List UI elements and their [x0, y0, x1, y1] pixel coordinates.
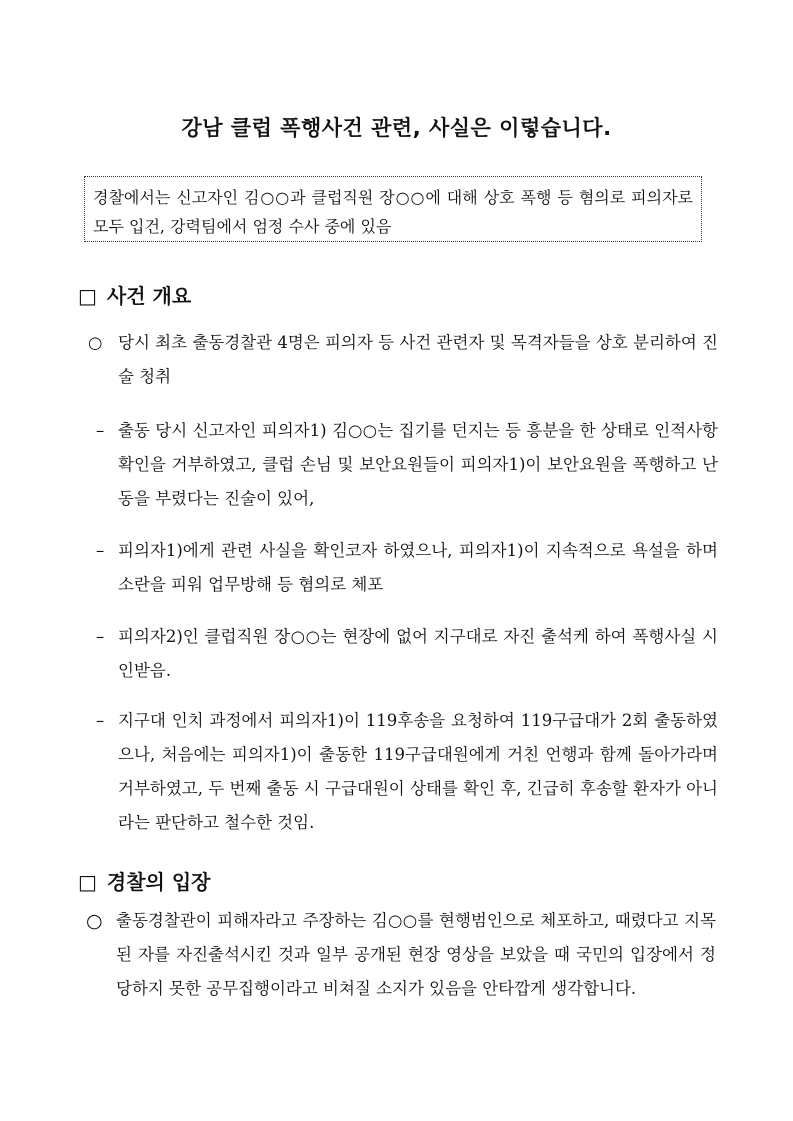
item-text: 출동경찰관이 피해자라고 주장하는 김○○를 현행범인으로 체포하고, 때렸다고 지목된 자를 자진출석시킨 것과 일부 공개된 현장 영상을 보았을 때 국민의 입장에서 정당하지 못한 공무집행이라고 비쳐질 소지가 있음을 안타깝게 생각합니다.	[116, 911, 716, 998]
dash-bullet-icon: –	[96, 627, 105, 646]
list-item	[86, 904, 716, 1006]
checkbox-square-icon: □	[78, 870, 97, 894]
list-item	[88, 414, 718, 516]
dash-bullet-icon: –	[96, 541, 105, 560]
summary-box: 경찰에서는 신고자인 김○○과 클럽직원 장○○에 대해 상호 폭행 등 혐의로 피의자로 모두 입건, 강력팀에서 엄정 수사 중에 있음	[84, 176, 702, 242]
document-title: 강남 클럽 폭행사건 관련, 사실은 이렇습니다.	[181, 116, 612, 140]
section-heading-overview	[78, 280, 191, 309]
circle-bullet-icon: ○	[88, 333, 103, 352]
item-text: 출동 당시 신고자인 피의자1) 김○○는 집기를 던지는 등 흥분을 한 상태로 인적사항 확인을 거부하였고, 클럽 손님 및 보안요원들이 피의자1)이 보안요원을 폭행하고 난동을 부렸다는 진술이 있어,	[118, 421, 718, 508]
item-text: 당시 최초 출동경찰관 4명은 피의자 등 사건 관련자 및 목격자들을 상호 분리하여 진술 청취	[118, 333, 718, 386]
section-heading-police-position	[78, 866, 210, 895]
section-title: 사건 개요	[106, 284, 192, 308]
checkbox-square-icon: □	[78, 284, 97, 308]
list-item	[88, 534, 718, 602]
dash-bullet-icon: –	[96, 421, 105, 440]
section-title: 경찰의 입장	[106, 870, 211, 894]
dash-bullet-icon: –	[96, 711, 105, 730]
list-item	[88, 326, 718, 394]
list-item	[88, 620, 718, 688]
item-text: 피의자1)에게 관련 사실을 확인코자 하였으나, 피의자1)이 지속적으로 욕설을 하며 소란을 피워 업무방해 등 혐의로 체포	[118, 541, 718, 594]
list-item	[88, 704, 718, 840]
item-text: 지구대 인치 과정에서 피의자1)이 119후송을 요청하여 119구급대가 2회 출동하였으나, 처음에는 피의자1)이 출동한 119구급대원에게 거친 언행과 함께 돌아가라며 거부하였고, 두 번째 출동 시 구급대원이 상태를 확인 후, 긴급히 후송할 환자가 아니라는 판단하고 철수한 것임.	[118, 711, 718, 832]
circle-bullet-icon: ○	[86, 910, 103, 932]
item-text: 피의자2)인 클럽직원 장○○는 현장에 없어 지구대로 자진 출석케 하여 폭행사실 시인받음.	[118, 627, 718, 680]
